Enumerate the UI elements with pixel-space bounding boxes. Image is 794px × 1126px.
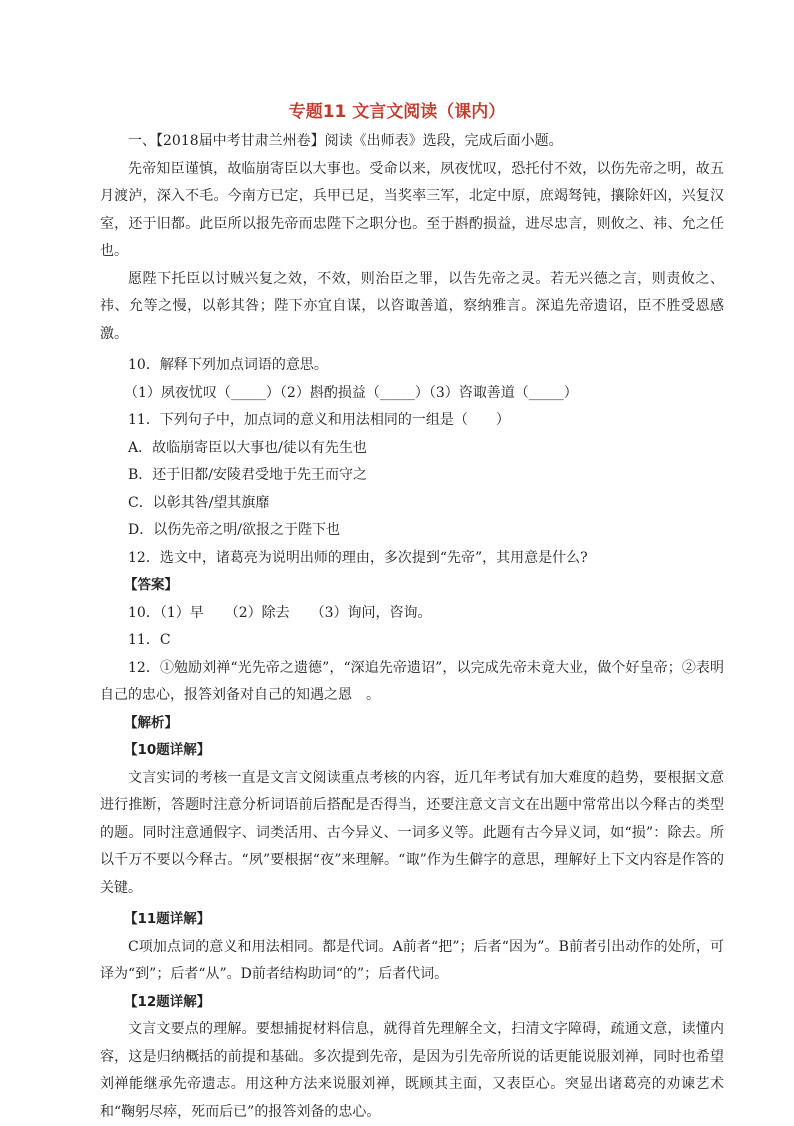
detail-12-label: 【12题详解】 — [124, 993, 211, 1010]
question-12: 12．选文中，诸葛亮为说明出师的理由，多次提到“先帝”，其用意是什么? — [128, 549, 588, 566]
answer-12: 12．①勉励刘禅“光先帝之遗德”，“深追先帝遗诏”，以完成先帝未竟大业，做个好皇帝；②表明自己的忠心，报答刘备对自己的知遇之恩 。 — [100, 659, 724, 703]
question-11-option-c: C．以彰其咎/望其旗靡 — [128, 494, 270, 511]
answer-11: 11．C — [128, 632, 171, 648]
answer-10: 10．（1）早 （2）除去 （3）询问，咨询。 — [128, 604, 432, 621]
detail-12-text: 文言文要点的理解。要想捕捉材料信息，就得首先理解全文，扫清文字障碍，疏通文意，读懂内容，这是归纳概括的前提和基础。多次提到先帝，是因为引先帝所说的话更能说服刘禅，同时也希望刘禅能继承先帝遗志。用这种方法来说服刘禅，既顾其主面，又表臣心。突显出诸葛亮的劝谏艺术和“鞠躬尽瘁，死而后已”的报答刘备的忠心。 — [100, 1021, 724, 1120]
question-11-option-a: A．故临崩寄臣以大事也/徒以有先生也 — [128, 439, 367, 456]
question-11: 11．下列句子中，加点词的意义和用法相同的一组是（ ） — [128, 412, 510, 428]
detail-10-label: 【10题详解】 — [124, 742, 211, 758]
question-11-option-d: D．以伤先帝之明/欲报之于陛下也 — [128, 522, 340, 538]
detail-10-text: 文言实词的考核一直是文言文阅读重点考核的内容，近几年考试有加大难度的趋势，要根据文意进行推断，答题时注意分析词语前后搭配是否得当，还要注意文言文在出题中常常出以今释古的类型的题。同时注意通假字、词类活用、古今异义、一词多义等。此题有古今异义词，如“损”：除去。所以千万不要以今释古。“夙”要根据“夜”来理解。“诹”作为生僻字的意思，理解好上下文内容是作答的关键。 — [100, 769, 724, 896]
question-11-option-b: B．还于旧都/安陵君受地于先王而守之 — [128, 467, 368, 483]
question-10: 10．解释下列加点词语的意思。 — [128, 357, 328, 373]
question-10-items: （1）夙夜忧叹（_____）（2）斟酌损益（_____）（3）咨诹善道（_____） — [124, 384, 578, 401]
analysis-label: 【解析】 — [124, 714, 178, 731]
answer-label: 【答案】 — [124, 577, 178, 593]
passage-paragraph-2: 愿陛下托臣以讨贼兴复之效，不效，则治臣之罪，以告先帝之灵。若无兴德之言，则责攸之、祎、允等之慢，以彰其咎；陛下亦宜自谋，以咨诹善道，察纳雅言。深追先帝遗诏，臣不胜受恩感激。 — [100, 270, 724, 342]
passage-paragraph-1: 先帝知臣谨慎，故临崩寄臣以大事也。受命以来，夙夜忧叹，恐托付不效，以伤先帝之明，故五月渡泸，深入不毛。今南方已定，兵甲已足，当奖率三军，北定中原，庶竭驽钝，攘除奸凶，兴复汉室，还于旧都。此臣所以报先帝而忠陛下之职分也。至于斟酌损益，进尽忠言，则攸之、祎、允之任也。 — [100, 160, 724, 259]
page-title: 专题11 文言文阅读（课内） — [288, 102, 506, 122]
question-header: 一、【2018届中考甘肃兰州卷】阅读《出师表》选段，完成后面小题。 — [128, 133, 563, 149]
detail-11-label: 【11题详解】 — [124, 911, 211, 927]
document-content — [100, 128, 724, 1126]
detail-11-text: C项加点词的意义和用法相同。都是代词。A前者“把”；后者“因为”。B前者引出动作的处所，可译为“到”；后者“从”。D前者结构助词“的”；后者代词。 — [100, 938, 724, 982]
